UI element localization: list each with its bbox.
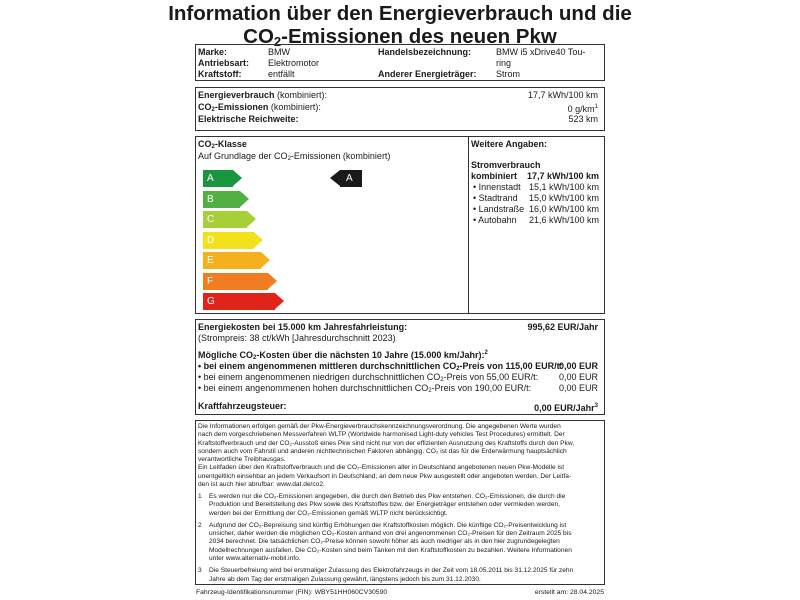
co2-class-letter: F (207, 275, 214, 287)
vehicle-values-left (268, 47, 319, 80)
co2-cost-scenarios (196, 361, 604, 394)
list-item (471, 193, 603, 204)
co2-row: $CO_2$-Emissionen (kombiniert): 0 $g/km^1$ (198, 102, 598, 114)
footnote-line: Produktion und Bereitstellung des Pkw sowie des Kraftstoffes bzw. der Energieträger entstehen oder vermieden werden, (209, 501, 561, 509)
list-item-label: • Innenstadt (473, 182, 521, 192)
footnote-number: 2 (198, 521, 202, 529)
drive-value: Elektromotor (268, 58, 320, 68)
consumption-box (195, 87, 605, 131)
list-item-label: • Autobahn (473, 215, 517, 225)
co2-cost-heading: Mögliche $CO_2$-Kosten über die nächsten 10 Jahre (15.000 km/Jahr):$^2$ (198, 350, 488, 361)
scenario-value: 0,00 EUR (558, 383, 598, 393)
co2-class-letter: D (207, 234, 215, 246)
list-item-value: 15,0 kWh/100 km (528, 193, 599, 203)
info-line: Ein Leitfaden über den Kraftstoffverbrauch und die CO₂-Emissionen aller in Deutschland angebotenen neuen Pkw-Modelle ist (198, 464, 565, 472)
co2-class-arrow-tip (240, 191, 249, 207)
brand-value: BMW (268, 47, 290, 57)
list-item-label: • Stadtrand (473, 193, 518, 203)
co2-class-basis: Auf Grundlage der $CO_2$-Emissionen (kombiniert) (198, 151, 391, 162)
co2-class-box (195, 136, 605, 314)
footnote-number: 1 (198, 493, 202, 500)
legal-info-text (198, 423, 574, 489)
range-row: Elektrische Reichweite: 523 km (198, 114, 598, 124)
scenario-value: 0,00 EUR (558, 372, 598, 382)
list-item (471, 182, 603, 193)
energy-cost-value: 995,62 EUR/Jahr (527, 322, 598, 332)
co2-class-letter: A (207, 173, 214, 184)
footnote-line: 2034 berechnet. Die tatsächlichen CO₂-Preise können sowohl höher als auch niedriger als in den hier zugrundegelegten (209, 538, 560, 546)
tax-value: 0,00 EUR/Jahr$^3$ (534, 403, 598, 413)
footnote-line: unsicher, daher werden die möglichen CO₂-Kosten anhand von drei angenommenen CO₂-Preisen für den Zeitraum 2025 bis (209, 530, 572, 538)
list-item-value: 15,1 kWh/100 km (528, 182, 599, 192)
title-line-1: Information über den Energieverbrauch und die (168, 2, 632, 25)
footnote-line: Die Steuerbefreiung wird bei erstmaliger Zulassung des Elektrofahrzeugs in der Zeit vom 18.05.2011 bis 31.12.2025 für zehn (209, 567, 574, 575)
table-row (196, 361, 604, 372)
model-value-2: ring (496, 58, 512, 68)
footer-fin: Fahrzeug-Identifikationsnummer (FIN): WBY51HH060CV30590 (196, 589, 388, 596)
footnote-number: 3 (198, 567, 202, 575)
info-line: Kraftstoffverbrauch und der CO₂-Ausstoß eines Pkw sind nicht nur von der effizienten Ausnutzung des Kraftstoffs durch den Pkw, (198, 439, 575, 447)
fuel-value: entfällt (268, 69, 295, 79)
costs-box (195, 319, 605, 415)
table-row (196, 372, 604, 383)
info-line: den ist auch hier abrufbar: www.dat.de/co2. (198, 481, 325, 489)
legal-info-box (195, 420, 605, 585)
vehicle-info-box (195, 44, 605, 81)
footer-date: erstellt am: 28.04.2025 (534, 589, 604, 596)
indicator-arrow-icon (330, 170, 340, 186)
current-class-letter: A (346, 173, 353, 184)
co2-class-arrow-tip (275, 293, 284, 309)
title-line-2: $CO_2$-Emissionen des neuen Pkw (243, 25, 557, 49)
footnote-line: unter www.alternativ-mobil.info. (209, 555, 301, 563)
table-row (196, 383, 604, 394)
scenario-label: • bei einem angenommenen niedrigen durchschnittlichen $CO_2$-Preis von 55,00 EUR/t: (198, 372, 539, 383)
info-line: nach dem vorgeschriebenen Messverfahren WLTP (Worldwide harmonised Light-duty vehicles Test Procedures) ermittelt. Der (198, 431, 565, 439)
further-info-panel (471, 139, 603, 226)
consumption-breakdown-list (471, 182, 603, 226)
list-item (471, 215, 603, 226)
energy-value: 17,7 kWh/100 km (527, 90, 598, 100)
vehicle-labels-right: Handelsbezeichnung: Anderer Energieträger: (378, 47, 477, 79)
co2-class-heading: $CO_2$-Klasse (198, 139, 247, 150)
footnote-line: Jahre ab dem Tag der erstmaligen Zulassung gewährt, längstens jedoch bis zum 31.12.2030. (209, 575, 481, 583)
strom-label: Stromverbrauch (471, 160, 541, 170)
scenario-label: • bei einem angenommenen hohen durchschnittlichen $CO_2$-Preis von 190,00 EUR/t: (198, 383, 532, 394)
list-item-value: 16,0 kWh/100 km (528, 204, 599, 214)
info-line: unentgeltlich einsehbar an jedem Verkaufsort in Deutschland, an dem neue Pkw ausgestellt oder angeboten werden. Der Leitfa- (198, 472, 572, 480)
info-line: verantwortliche Treibhausgas. (198, 456, 286, 464)
vehicle-values-right (496, 47, 585, 80)
co2-class-arrow-tip (233, 170, 242, 186)
info-line: Die Informationen erfolgen gemäß der Pkw-Energieverbrauchskennzeichnungsverordnung. Die angegebenen Werte wurden (198, 423, 561, 430)
other-energy-value: Strom (496, 69, 521, 79)
list-item-label: • Landstraße (473, 204, 525, 214)
footnote-line: Modellrechnungen ausfallen. Die CO₂-Kosten sind beim Tanken mit den Kraftstoffkosten zu bezahlen. Weitere Informationen (209, 546, 572, 554)
scenario-label: • bei einem angenommenen mittleren durchschnittlichen $CO_2$-Preis von 115,00 EUR/t: (198, 361, 563, 372)
list-item (471, 204, 603, 215)
co2-class-arrow-tip (254, 232, 263, 248)
info-line: sondern auch vom Fahrstil und anderen nichttechnischen Faktoren abhängig. CO₂ ist das für die Erderwärmung hauptsächlich (198, 447, 567, 455)
footnote-line: Es werden nur die CO₂-Emissionen angegeben, die durch den Betrieb des Pkw entstehen. CO₂-Emissionen, die durch die (209, 493, 566, 500)
co2-class-letter: E (207, 255, 214, 266)
list-item-value: 21,6 kWh/100 km (528, 215, 599, 225)
further-info-heading: Weitere Angaben: (471, 139, 548, 149)
footnote-line: Aufgrund der CO₂-Bepreisung sind künftig Erhöhungen der Kraftstoffkosten möglich. Die künftige CO₂-Preisentwicklung ist (209, 521, 567, 529)
price-note: (Strompreis: 38 ct/kWh [Jahresdurchschnitt 2023) (198, 333, 396, 343)
tax-row: Kraftfahrzeugsteuer: 0,00 EUR/Jahr$^3$ (198, 401, 598, 413)
co2-value: 0 $g/km^1$ (567, 104, 598, 114)
energy-cost-row: Energiekosten bei 15.000 km Jahresfahrleistung: 995,62 EUR/Jahr (198, 322, 598, 332)
co2-class-letter: C (207, 214, 215, 225)
combined-row: kombiniert 17,7 kWh/100 km (471, 171, 599, 181)
footnote-text (209, 522, 599, 563)
range-value: 523 km (568, 114, 598, 124)
footnote-text (209, 493, 599, 518)
footnote-line: werden bei der Ermittlung der CO₂-Emissionen gemäß WLTP nicht berücksichtigt. (209, 509, 448, 517)
scenario-value: 0,00 EUR (558, 361, 598, 371)
footnote-text (209, 567, 599, 584)
co2-class-arrow-tip (268, 273, 277, 289)
co2-box-divider (468, 137, 469, 313)
co2-class-letter: G (207, 296, 215, 307)
vehicle-labels-left: Marke: Antriebsart: Kraftstoff: (198, 47, 250, 79)
co2-class-arrow-tip (261, 252, 270, 268)
model-value-1: BMW i5 xDrive40 Tou- (496, 47, 586, 57)
co2-class-arrow-tip (247, 211, 256, 227)
co2-class-letter: B (207, 193, 214, 205)
energy-row: Energieverbrauch (kombiniert): 17,7 kWh/100 km (198, 90, 598, 100)
